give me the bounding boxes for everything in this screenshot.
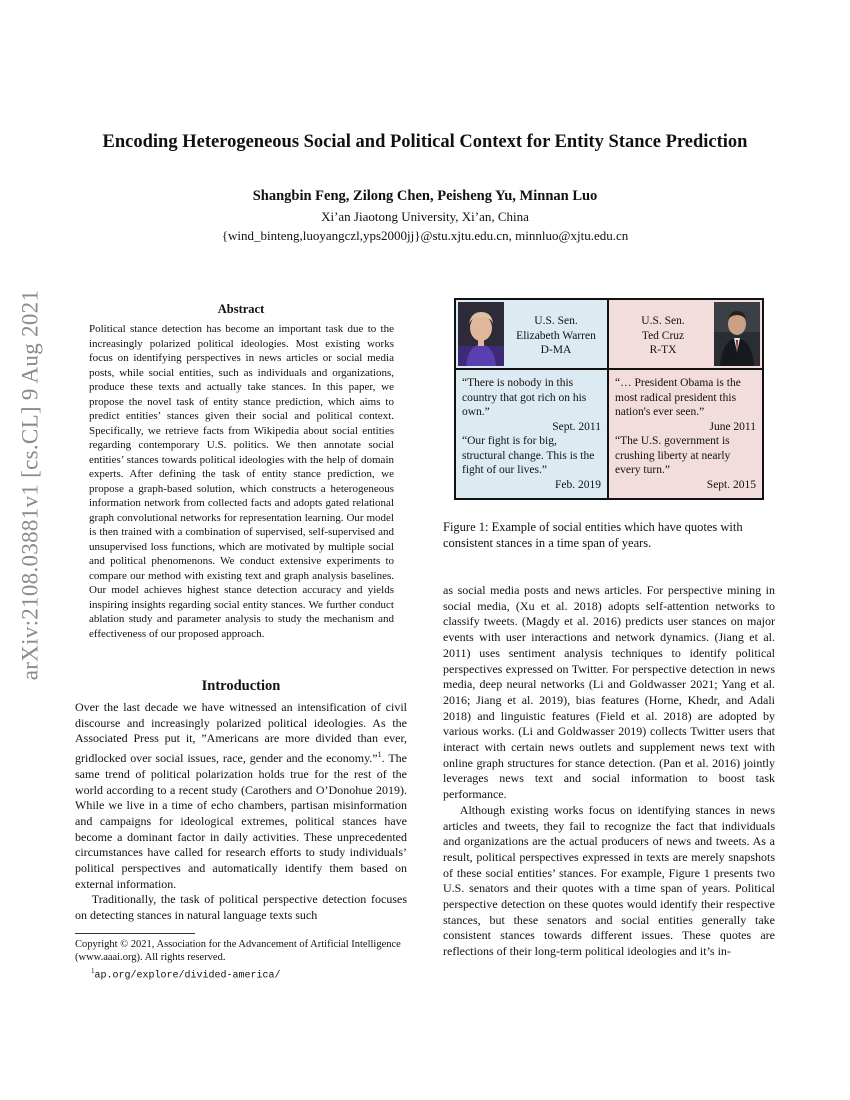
introduction-heading: Introduction (201, 678, 281, 694)
author-list: Shangbin Feng, Zilong Chen, Peisheng Yu, Minnan Luo (252, 188, 598, 204)
copyright-notice: Copyright © 2021, Association for the Advancement of Artificial Intelligence (www.aaai.org). All rights reserved. (75, 939, 401, 964)
figure-1 (454, 298, 764, 500)
footnote-mark: 1 (91, 966, 95, 975)
footnotes (75, 938, 407, 982)
intro-paragraph-2: Traditionally, the task of political perspective detection focuses on detecting stances in natural language texts such (75, 892, 407, 923)
right-column-body (443, 583, 775, 960)
warren-header (456, 300, 609, 370)
warren-party-state: D-MA (540, 344, 572, 356)
cruz-quote-2-date: Sept. 2015 (706, 478, 756, 491)
warren-title-line1: U.S. Sen. (534, 315, 578, 327)
abstract-text: Political stance detection has become an important task due to the increasingly polarized political ideologies. Most existing works focus on identifying perspectives in news articles or social media posts, while social entities, such as individuals and organizations, produce these texts and actually take stances. In this paper, we propose the novel task of entity stance prediction, which aims to predict entities’ stances given their social and political context. Specifically, we retrieve facts from Wikipedia about social entities regarding contemporary U.S. politics. We then annotate social entities’ stances towards political ideologies with the help of domain experts. After defining the task of entity stance prediction, we propose a graph-based solution, which constructs a heterogeneous information network from collected facts and adopts gated relational graph convolutional networks for representation learning. Our model is then trained with a combination of supervised, self-supervised and unsupervised loss functions, which are motivated by multiple social and political phenomenons. We conduct extensive experiments to compare our method with existing text and graph analysis baselines. Our model achieves highest stance detection accuracy and yields inspiring insights regarding social entity stances. We further conduct ablation study and parameter analysis to study the mechanism and effectiveness of our proposed approach. (89, 323, 394, 640)
warren-title (506, 314, 606, 358)
footnote-1 (75, 965, 407, 983)
paper-title: Encoding Heterogeneous Social and Political Context for Entity Stance Prediction (102, 132, 748, 152)
warren-portrait-image (458, 302, 504, 366)
footnote-ref: 1 (377, 750, 382, 760)
cruz-quote-1: “… President Obama is the most radical president this nation's ever seen.” (615, 377, 741, 418)
intro-paragraph-1 (75, 700, 407, 892)
right-paragraph-2: Although existing works focus on identifying stances in news articles and tweets, they fail to recognize the fact that individuals and organizations are the actual producers of news and tweets. As a result, political perspectives expressed in texts are merely snapshots of these social entities’ stances. For example, Figure 1 presents two U.S. senators and their quotes with a time span of years. Political perspective detection on these quotes would identify their respective stances, but these senators and social entities generally take consistent stances towards different issues. These quotes are reflections of their long-term political ideologies and it’s in- (443, 802, 775, 959)
cruz-header (609, 300, 762, 370)
warren-quote-1-date: Sept. 2011 (552, 420, 601, 433)
arxiv-stamp (6, 289, 54, 681)
cruz-quote-1-date: June 2011 (709, 420, 756, 433)
intro-p1-text: Over the last decade we have witnessed an intensification of civil discourse and increasingly polarized political ideologies. As the Associated Press put it, ”Americans are more divided than ever, gridlocked over social issues, race, gender and the economy.” (75, 700, 407, 766)
right-paragraph-1: as social media posts and news articles. For perspective mining in social media, (Xu et al. 2018) adopts self-attention networks to classify tweets. (Magdy et al. 2016) predicts user stances on major events with user interactions and network dynamics. (Jiang et al. 2011) uses sentiment analysis techniques to identify political perspectives expressed on Twitter. For perspective detection in news media, deep neural networks (Li and Goldwasser 2021; Yang et al. 2016; Jiang et al. 2019), bias features (Horne, Khedr, and Adali 2018) and linguistic features (Field et al. 2018) are adopted by various works. (Li and Goldwasser 2019) collects Twitter users that interact with certain news outlets and supplement news text with online graph structures for stance detection. (Pan et al. 2016) jointly leverages news text and social information to boost task performance. (443, 583, 775, 802)
figure-1-caption: Figure 1: Example of social entities which have quotes with consistent stances in a time span of years. (443, 520, 743, 550)
footnote-divider (75, 933, 195, 934)
affiliation: Xi’an Jiaotong University, Xi’an, China (321, 209, 529, 224)
footnote-url: ap.org/explore/divided-america/ (94, 969, 281, 981)
cruz-party-state: R-TX (649, 344, 677, 356)
author-emails: {wind_binteng,luoyangczl,yps2000jj}@stu.xjtu.edu.cn, minnluo@xjtu.edu.cn (221, 228, 629, 243)
cruz-title-line1: U.S. Sen. (641, 315, 685, 327)
arxiv-id: arXiv:2108.03881v1 [cs.CL] 9 Aug 2021 (17, 289, 43, 681)
cruz-portrait-image (714, 302, 760, 366)
warren-quote-2: “Our fight is for big, structural change. This is the fight of our lives.” (462, 435, 595, 476)
warren-name: Elizabeth Warren (516, 329, 596, 342)
warren-quote-2-date: Feb. 2019 (555, 478, 601, 491)
warren-quotes (456, 370, 609, 498)
cruz-quotes (609, 370, 762, 498)
warren-quote-1: “There is nobody in this country that got rich on his own.” (462, 377, 587, 418)
abstract-heading: Abstract (217, 302, 265, 316)
cruz-title (613, 314, 713, 358)
cruz-quote-2: “The U.S. government is crushing liberty at nearly every turn.” (615, 435, 731, 476)
introduction-body (75, 700, 407, 924)
intro-p1-text-cont: . The same trend of political polarization holds true for the rest of the world according to a recent study (Carothers and O’Donohue 2019). While we live in a time of echo chambers, partisan misinformation and campaigns for ideological extremes, political stances have become a dominant factor in daily activities. These unprecedented circumstances have called for research efforts to study individuals’ political perspectives and automatically identify them based on external information. (75, 751, 407, 891)
cruz-name: Ted Cruz (641, 329, 685, 342)
